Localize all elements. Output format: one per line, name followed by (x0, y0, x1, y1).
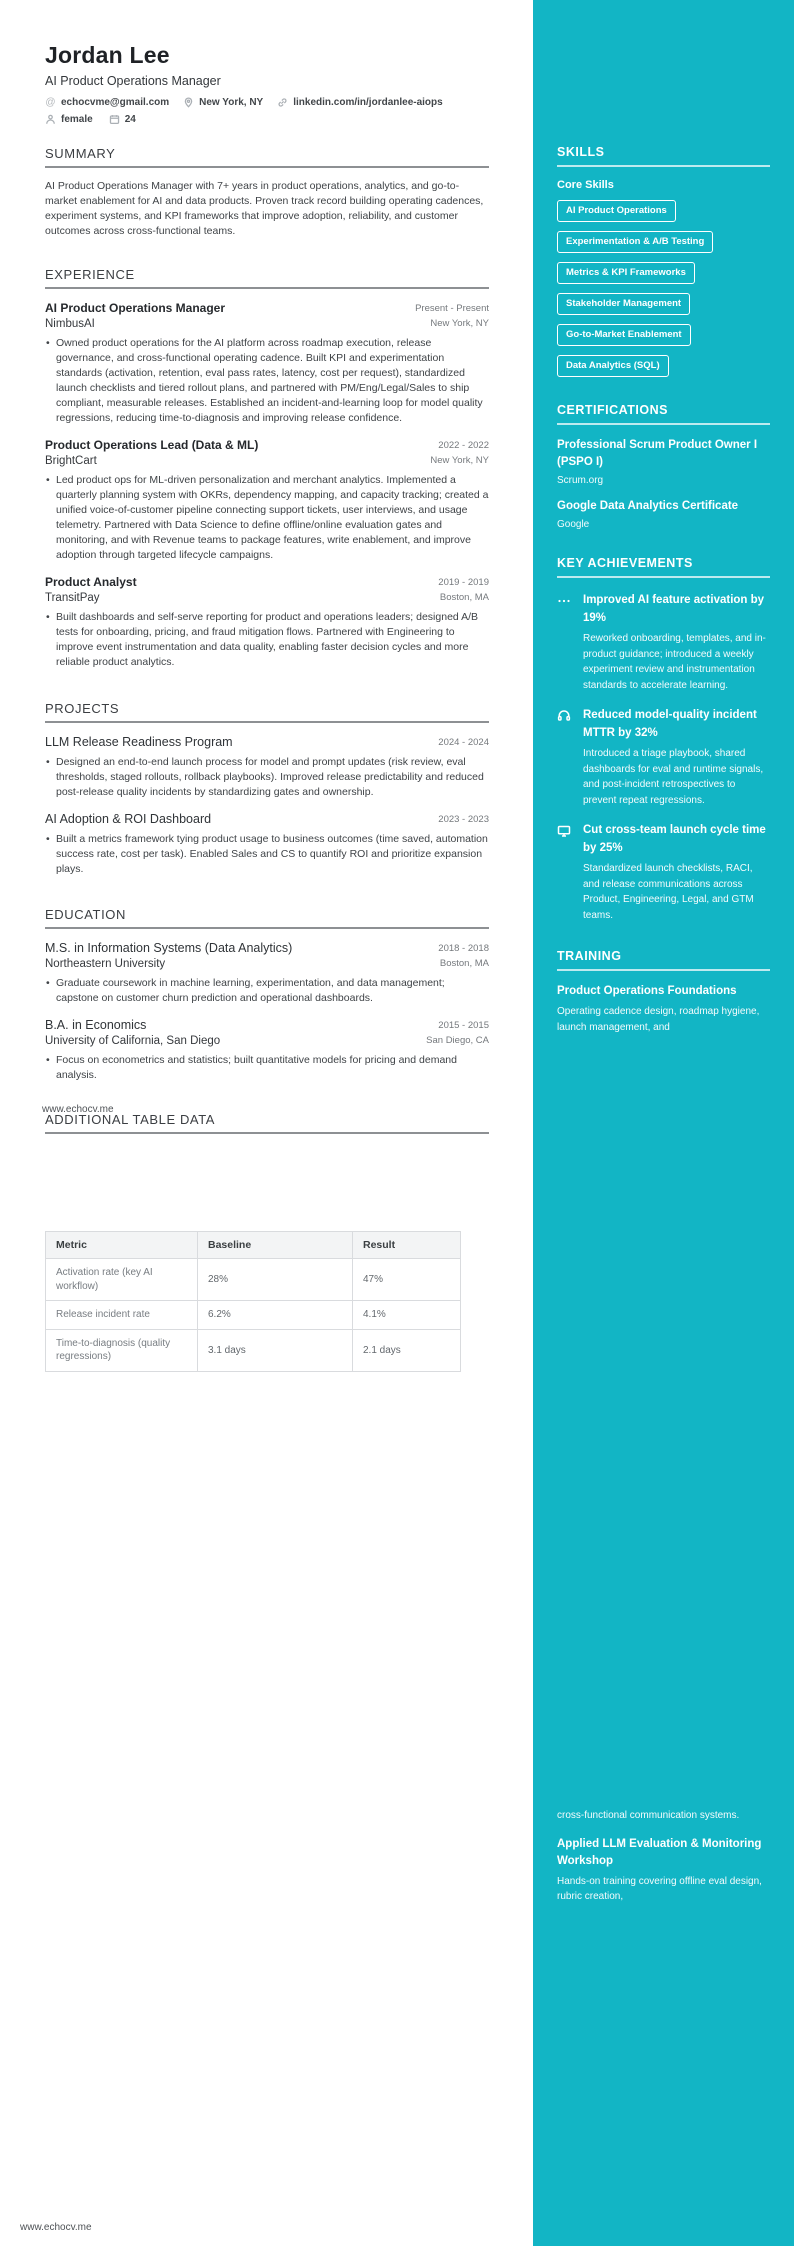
job-title: Product Operations Lead (Data & ML) (45, 438, 259, 452)
table-col-metric: Metric (46, 1232, 198, 1259)
education-entry (45, 941, 489, 1006)
calendar-icon (109, 114, 120, 125)
achievement-title: Reduced model-quality incident MTTR by 32% (583, 709, 757, 739)
project-dates: 2023 - 2023 (438, 814, 489, 825)
degree-title: B.A. in Economics (45, 1018, 147, 1032)
job-company: TransitPay (45, 592, 100, 604)
project-bullet: • Built a metrics framework tying product usage to business outcomes (time saved, automation success rate, cost per task). Enabled Sales and CS to quantify ROI and prioritize expansion plays. (45, 832, 489, 877)
job-bullet: • Led product ops for ML-driven personalization and merchant analytics. Implemented a quarterly planning system with OKRs, dependency mapping, and capacity tracking; created a unified voice-of-customer pipeline connecting support tickets, user interviews, and usage telemetry. Partnered with Data Science to define offline/online evaluation gates and monitoring, and with Revenue teams to package features, write enablement, and improve adoption through targeted lifecycle campaigns. (45, 473, 489, 563)
summary-text: AI Product Operations Manager with 7+ years in product operations, analytics, and go-to-market enablement for AI and data products. Proven track record building operating cadences, experiment systems, and KPI frameworks that improve adoption, reliability, and customer outcomes across cross-functional teams. (45, 180, 484, 237)
person-name: Jordan Lee (45, 42, 170, 68)
table-row (46, 1329, 461, 1371)
skill-chip: Metrics & KPI Frameworks (557, 262, 695, 284)
skills-chip-list (557, 200, 770, 377)
baseline-cell: 3.1 days (198, 1329, 353, 1371)
key-achievements-heading: KEY ACHIEVEMENTS (557, 556, 770, 578)
link-icon (277, 97, 288, 108)
page2-footer-website[interactable]: www.echocv.me (20, 2222, 92, 2233)
main-column (45, 0, 489, 1372)
contact-gender (45, 114, 93, 125)
job-bullet: • Built dashboards and self-serve reporting for product and operations leaders; designed A/B tests for onboarding, pricing, and fraud mitigation flows. Partnered with Engineering to improve event instrumentation and data quality, enabling faster decision cycles and more reliable product analytics. (45, 610, 489, 670)
job-location: New York, NY (430, 318, 489, 329)
experience-entry (45, 301, 489, 426)
table-col-baseline: Baseline (198, 1232, 353, 1259)
sidebar (533, 0, 794, 2246)
additional-table-heading: ADDITIONAL TABLE DATA (45, 1112, 489, 1134)
metric-cell: Time-to-diagnosis (quality regressions) (46, 1329, 198, 1371)
experience-heading: EXPERIENCE (45, 267, 489, 289)
result-cell: 4.1% (353, 1301, 461, 1330)
certification-name: Google Data Analytics Certificate (557, 500, 739, 512)
baseline-cell: 6.2% (198, 1301, 353, 1330)
skills-subheading: Core Skills (557, 179, 614, 191)
monitor-icon (557, 822, 583, 923)
table-row (46, 1259, 461, 1301)
person-icon (45, 114, 56, 125)
school-name: University of California, San Diego (45, 1035, 221, 1047)
contact-email-text: echocvme@gmail.com (61, 97, 170, 108)
skill-chip: Experimentation & A/B Testing (557, 231, 713, 253)
education-heading: EDUCATION (45, 907, 489, 929)
certification-name: Professional Scrum Product Owner I (PSPO I) (557, 439, 758, 468)
achievement-desc: Reworked onboarding, templates, and in-product guidance; introduced a weekly experiment review and instrumentation standards to accelerate learning. (583, 633, 766, 691)
job-company: NimbusAI (45, 318, 95, 330)
school-name: Northeastern University (45, 958, 166, 970)
project-title: AI Adoption & ROI Dashboard (45, 812, 212, 826)
training-desc-part1: Operating cadence design, roadmap hygiene, launch management, and (557, 1006, 760, 1033)
projects-heading: PROJECTS (45, 701, 489, 723)
baseline-cell: 28% (198, 1259, 353, 1301)
job-title: Product Analyst (45, 575, 137, 589)
job-title: AI Product Operations Manager (45, 301, 226, 315)
metrics-table (45, 1231, 461, 1372)
job-location: Boston, MA (439, 592, 489, 603)
person-headline: AI Product Operations Manager (45, 74, 221, 88)
certification-item (557, 498, 770, 530)
education-entry (45, 1018, 489, 1083)
skills-heading: SKILLS (557, 145, 770, 167)
project-title: LLM Release Readiness Program (45, 735, 233, 749)
certifications-heading: CERTIFICATIONS (557, 403, 770, 425)
table-header-row (46, 1232, 461, 1259)
skill-chip: Go-to-Market Enablement (557, 324, 691, 346)
contact-location (183, 97, 263, 108)
project-bullet: • Designed an end-to-end launch process for model and prompt updates (risk review, eval thresholds, staged rollouts, rollback playbooks). Improved release predictability and reduced post-release quality incidents by standardizing gates and ownership. (45, 755, 489, 800)
contact-email[interactable] (45, 97, 169, 108)
experience-entry (45, 575, 489, 670)
job-dates: 2022 - 2022 (438, 440, 489, 451)
job-dates: 2019 - 2019 (438, 577, 489, 588)
job-company: BrightCart (45, 455, 97, 467)
contact-row-secondary (45, 114, 489, 125)
email-icon: @ (45, 97, 56, 108)
achievement-desc: Standardized launch checklists, RACI, and release communications across Product, Engineering, Legal, and GTM teams. (583, 863, 754, 921)
contact-linkedin-text: linkedin.com/in/jordanlee-aiops (293, 97, 443, 108)
achievement-item (557, 592, 770, 693)
training-desc-part2: cross-functional communication systems. (557, 1810, 740, 1821)
metric-cell: Activation rate (key AI workflow) (46, 1259, 198, 1301)
skill-chip: Data Analytics (SQL) (557, 355, 669, 377)
contact-age (109, 114, 136, 125)
training-desc: Hands-on training covering offline eval design, rubric creation, (557, 1875, 762, 1902)
result-cell: 2.1 days (353, 1329, 461, 1371)
metric-cell: Release incident rate (46, 1301, 198, 1330)
achievement-item (557, 707, 770, 808)
contact-row-primary (45, 97, 489, 108)
project-entry (45, 735, 489, 800)
skill-chip: AI Product Operations (557, 200, 676, 222)
contact-linkedin[interactable] (277, 97, 442, 108)
achievement-item (557, 822, 770, 923)
result-cell: 47% (353, 1259, 461, 1301)
achievement-title: Cut cross-team launch cycle time by 25% (583, 824, 766, 854)
location-pin-icon (183, 97, 194, 108)
job-dates: Present - Present (415, 303, 489, 314)
achievement-title: Improved AI feature activation by 19% (583, 594, 765, 624)
project-dates: 2024 - 2024 (438, 737, 489, 748)
skill-chip: Stakeholder Management (557, 293, 690, 315)
education-dates: 2018 - 2018 (438, 943, 489, 954)
page1-footer-website[interactable]: www.echocv.me (42, 1104, 114, 1115)
training-name: Product Operations Foundations (557, 985, 737, 997)
training-name: Applied LLM Evaluation & Monitoring Workshop (557, 1837, 762, 1867)
table-col-result: Result (353, 1232, 461, 1259)
education-bullet: • Focus on econometrics and statistics; built quantitative models for pricing and demand analysis. (45, 1053, 489, 1083)
education-location: Boston, MA (439, 958, 489, 969)
summary-heading: SUMMARY (45, 146, 489, 168)
ellipsis-icon (557, 592, 583, 693)
contact-age-text: 24 (124, 114, 136, 125)
sidebar-page2-continuation (557, 1808, 770, 1905)
job-location: New York, NY (430, 455, 489, 466)
certification-issuer: Google (557, 519, 590, 530)
experience-entry (45, 438, 489, 563)
education-location: San Diego, CA (426, 1035, 489, 1046)
job-bullet: • Owned product operations for the AI platform across roadmap execution, release governance, and cross-functional operating cadence. Built KPI and experimentation standards (activation, retention, eval pass rates, latency, cost per request), standardized launch checklists and tiered rollout plans, and partnered with PM/Eng/Legal/Sales to ship compliant, measurable releases. Established an incident-and-learning loop for model quality regressions, reducing time-to-diagnosis and improving release confidence. (45, 336, 489, 426)
certification-issuer: Scrum.org (557, 475, 604, 486)
headset-icon (557, 707, 583, 808)
contact-location-text: New York, NY (199, 97, 264, 108)
project-entry (45, 812, 489, 877)
contact-gender-text: female (61, 114, 93, 125)
training-item (557, 983, 770, 1035)
education-bullet: • Graduate coursework in machine learning, experimentation, and data management; capstone on customer churn prediction and operational dashboards. (45, 976, 489, 1006)
table-row (46, 1301, 461, 1330)
achievement-desc: Introduced a triage playbook, shared dashboards for eval and runtime signals, and post-incident retrospectives to prevent repeat regressions. (583, 748, 764, 806)
certification-item (557, 437, 770, 486)
education-dates: 2015 - 2015 (438, 1020, 489, 1031)
degree-title: M.S. in Information Systems (Data Analytics) (45, 941, 293, 955)
training-heading: TRAINING (557, 949, 770, 971)
